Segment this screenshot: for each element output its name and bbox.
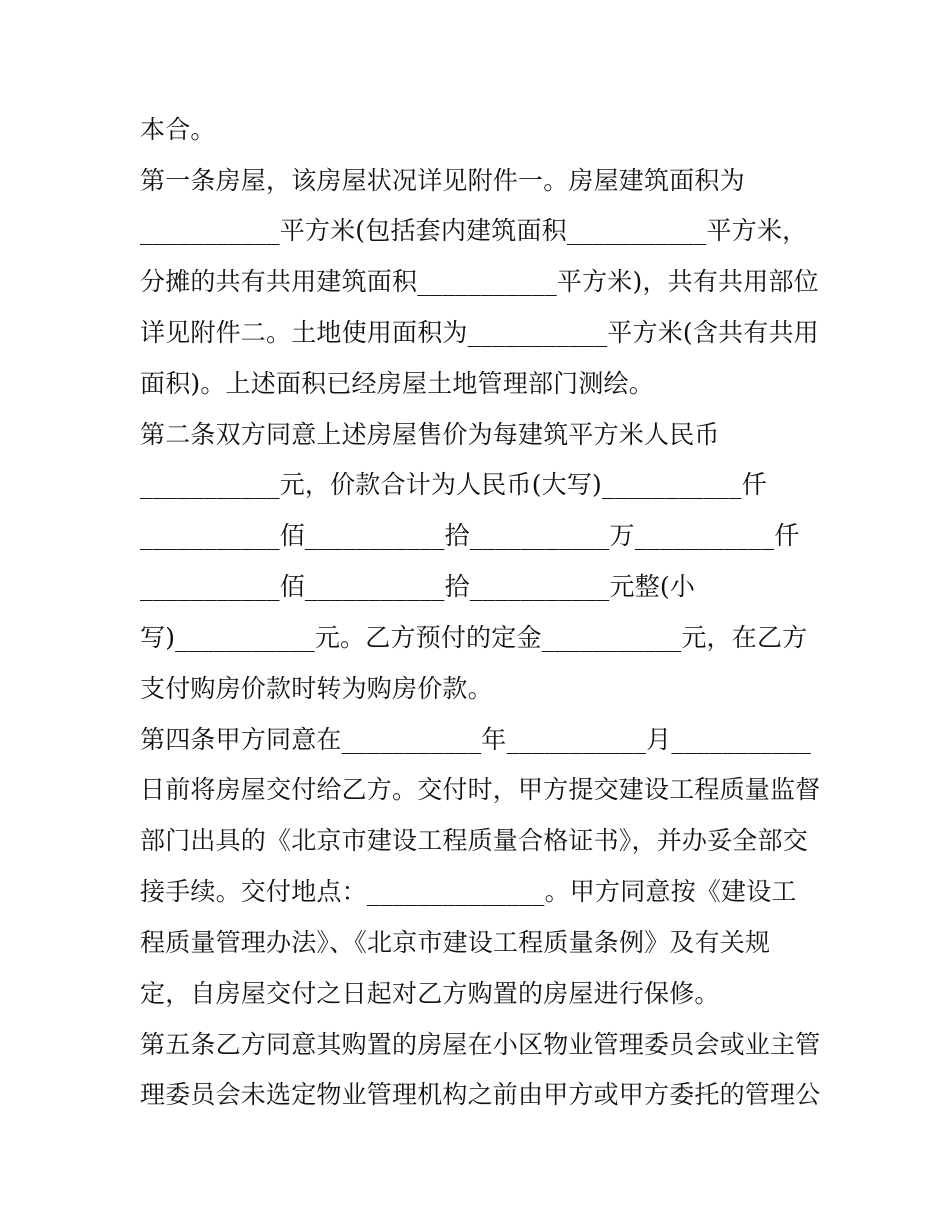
text-line: 写)___________元。乙方预付的定金___________元，在乙方 [140,623,808,652]
text-line: 第四条甲方同意在___________年___________月___________ [140,725,812,754]
text-line: 日前将房屋交付给乙方。交付时，甲方提交建设工程质量监督 [140,775,821,804]
text-line: ___________佰___________拾___________万___________仟 [140,521,800,550]
text-line: ___________佰___________拾___________元整(小 [140,572,696,601]
text-line: 第一条房屋，该房屋状况详见附件一。房屋建筑面积为 [140,166,745,195]
text-line: ___________元，价款合计为人民币(大写)___________仟 [140,470,767,499]
text-line: 本合。 [140,115,216,144]
text-line: 程质量管理办法》、《北京市建设工程质量条例》及有关规 [140,928,771,957]
text-line: 部门出具的《北京市建设工程质量合格证书》，并办妥全部交 [140,826,808,855]
text-line: 定，自房屋交付之日起对乙方购置的房屋进行保修。 [140,979,720,1008]
text-line: ___________平方米(包括套内建筑面积___________平方米， [140,216,808,245]
text-line: 第二条双方同意上述房屋售价为每建筑平方米人民币 [140,420,720,449]
text-line: 支付购房价款时转为购房价款。 [140,674,493,703]
text-line: 第五条乙方同意其购置的房屋在小区物业管理委员会或业主管 [140,1030,821,1059]
text-line: 理委员会未选定物业管理机构之前由甲方或甲方委托的管理公 [140,1080,821,1109]
text-line: 详见附件二。土地使用面积为___________平方米(含共有共用 [140,318,819,347]
text-line: 面积)。上述面积已经房屋土地管理部门测绘。 [140,369,654,398]
text-line: 接手续。交付地点：______________。甲方同意按《建设工 [140,877,797,906]
text-line: 分摊的共有共用建筑面积___________平方米)，共有共用部位 [140,267,819,296]
